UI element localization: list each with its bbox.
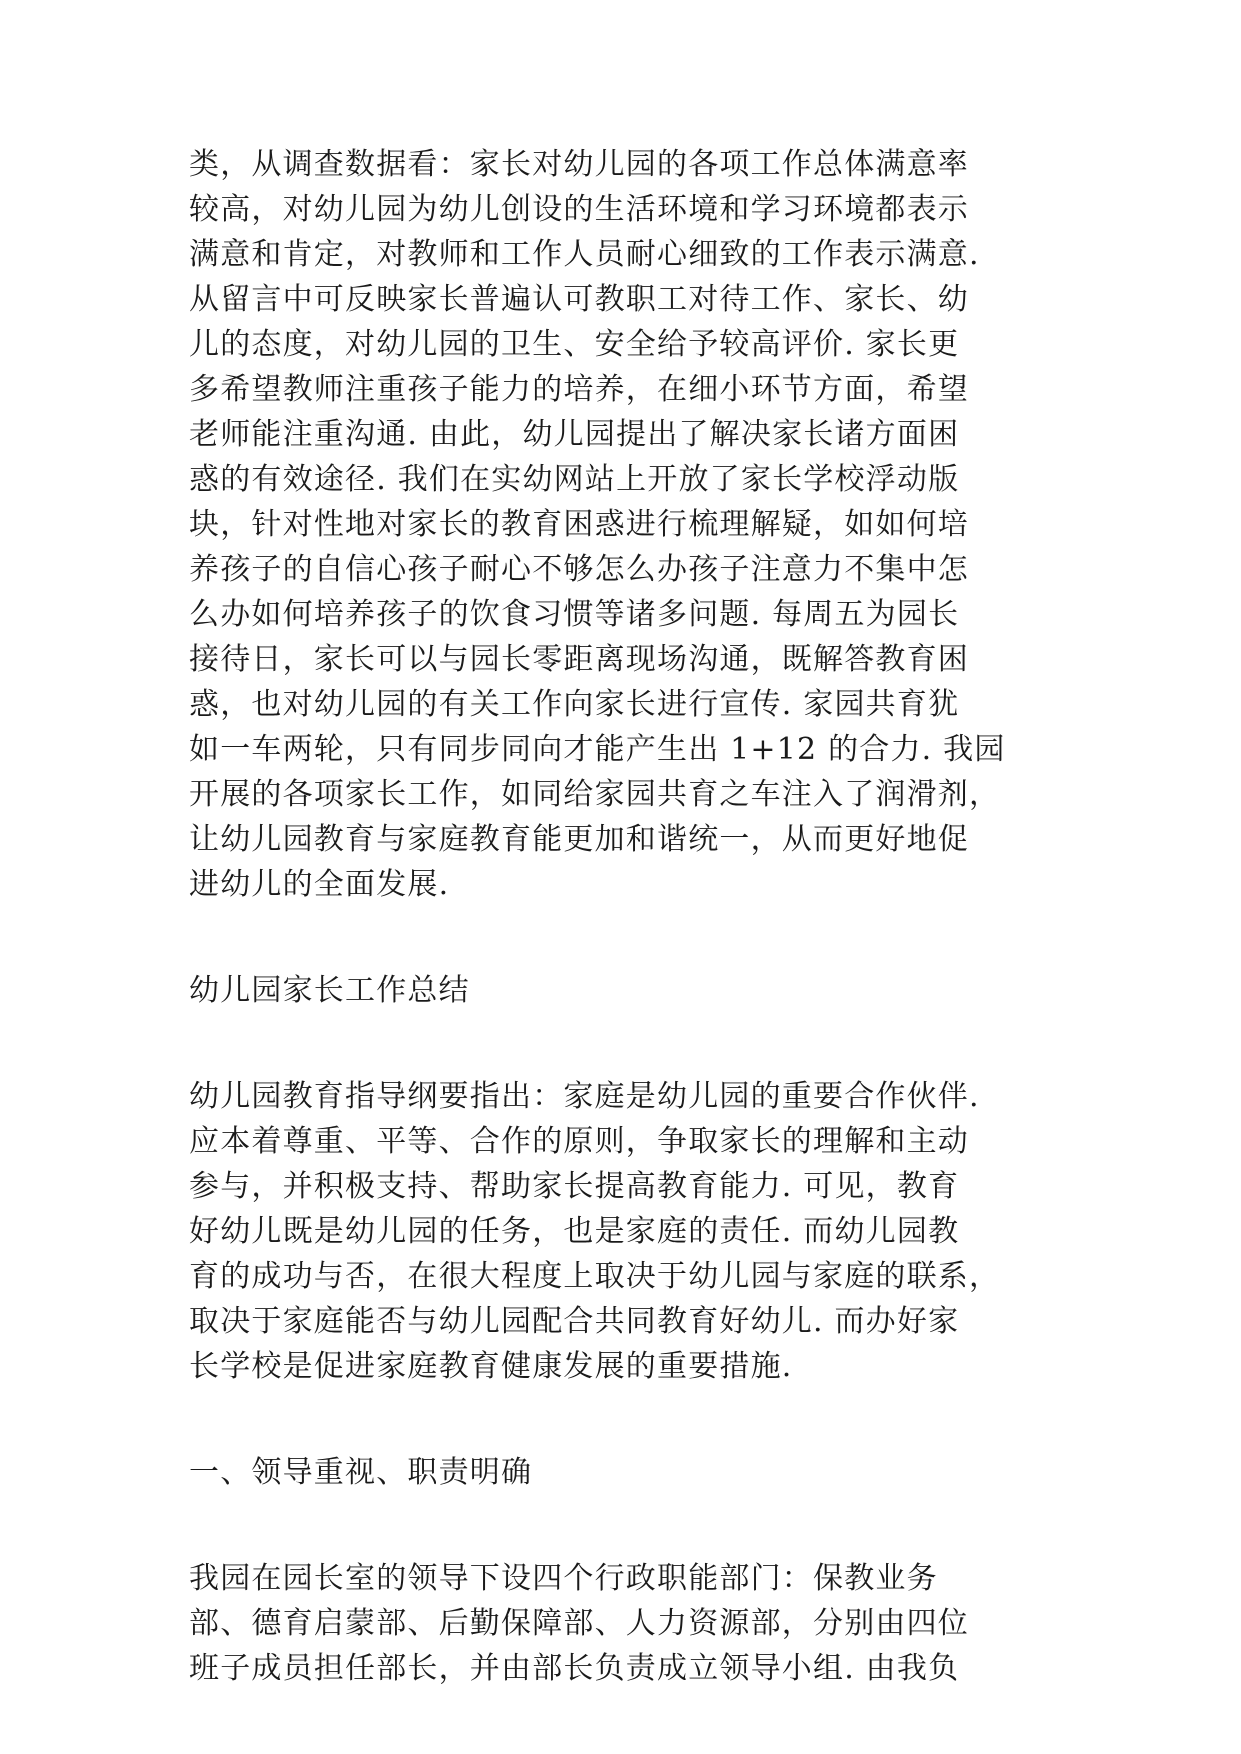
heading-text: 一、领导重视、职责明确: [189, 1455, 533, 1490]
section-heading: [189, 968, 1059, 1013]
text-line: 从留言中可反映家长普遍认可教职工对待工作、家长、幼: [189, 282, 969, 317]
paragraph-spacer: [189, 1389, 1059, 1450]
text-line: 参与，并积极支持、帮助家长提高教育能力. 可见，教育: [189, 1169, 960, 1204]
text-line: 较高，对幼儿园为幼儿创设的生活环境和学习环境都表示: [189, 192, 969, 227]
text-line: 多希望教师注重孩子能力的培养，在细小环节方面，希望: [189, 372, 969, 407]
text-line: 么办如何培养孩子的饮食习惯等诸多问题. 每周五为园长: [189, 597, 960, 632]
text-line: 老师能注重沟通. 由此，幼儿园提出了解决家长诸方面困: [189, 417, 960, 452]
text-line: 开展的各项家长工作，如同给家园共育之车注入了润滑剂，: [189, 777, 1001, 812]
text-line: 类，从调查数据看：家长对幼儿园的各项工作总体满意率: [189, 147, 969, 182]
text-line: 块，针对性地对家长的教育困惑进行梳理解疑，如如何培: [189, 507, 969, 542]
text-line: 应本着尊重、平等、合作的原则，争取家长的理解和主动: [189, 1124, 969, 1159]
text-line: 长学校是促进家庭教育健康发展的重要措施.: [189, 1349, 793, 1384]
text-line: 取决于家庭能否与幼儿园配合共同教育好幼儿. 而办好家: [189, 1304, 960, 1339]
text-line: 班子成员担任部长，并由部长负责成立领导小组. 由我负: [189, 1651, 960, 1686]
paragraph-2: [189, 1074, 1059, 1389]
text-line: 部、德育启蒙部、后勤保障部、人力资源部，分别由四位: [189, 1606, 969, 1641]
text-line: 满意和肯定，对教师和工作人员耐心细致的工作表示满意.: [189, 237, 980, 272]
text-line: 进幼儿的全面发展.: [189, 867, 450, 902]
section-heading: [189, 1450, 1059, 1495]
document-body: [189, 142, 1059, 1691]
paragraph-3: [189, 1556, 1059, 1691]
paragraph-spacer: [189, 1013, 1059, 1074]
paragraph-1: [189, 142, 1059, 907]
text-line: 惑，也对幼儿园的有关工作向家长进行宣传. 家园共育犹: [189, 687, 960, 722]
text-line: 惑的有效途径. 我们在实幼网站上开放了家长学校浮动版: [189, 462, 960, 497]
heading-text: 幼儿园家长工作总结: [189, 973, 470, 1008]
text-line: 接待日，家长可以与园长零距离现场沟通，既解答教育困: [189, 642, 969, 677]
text-line: 如一车两轮，只有同步同向才能产生出 1+12 的合力. 我园: [189, 732, 1006, 767]
text-line: 养孩子的自信心孩子耐心不够怎么办孩子注意力不集中怎: [189, 552, 969, 587]
text-line: 让幼儿园教育与家庭教育能更加和谐统一，从而更好地促: [189, 822, 969, 857]
text-line: 儿的态度，对幼儿园的卫生、安全给予较高评价. 家长更: [189, 327, 960, 362]
text-line: 我园在园长室的领导下设四个行政职能部门：保教业务: [189, 1561, 938, 1596]
text-line: 育的成功与否，在很大程度上取决于幼儿园与家庭的联系，: [189, 1259, 1001, 1294]
paragraph-spacer: [189, 907, 1059, 968]
text-line: 幼儿园教育指导纲要指出：家庭是幼儿园的重要合作伙伴.: [189, 1079, 980, 1114]
text-line: 好幼儿既是幼儿园的任务，也是家庭的责任. 而幼儿园教: [189, 1214, 960, 1249]
paragraph-spacer: [189, 1495, 1059, 1556]
